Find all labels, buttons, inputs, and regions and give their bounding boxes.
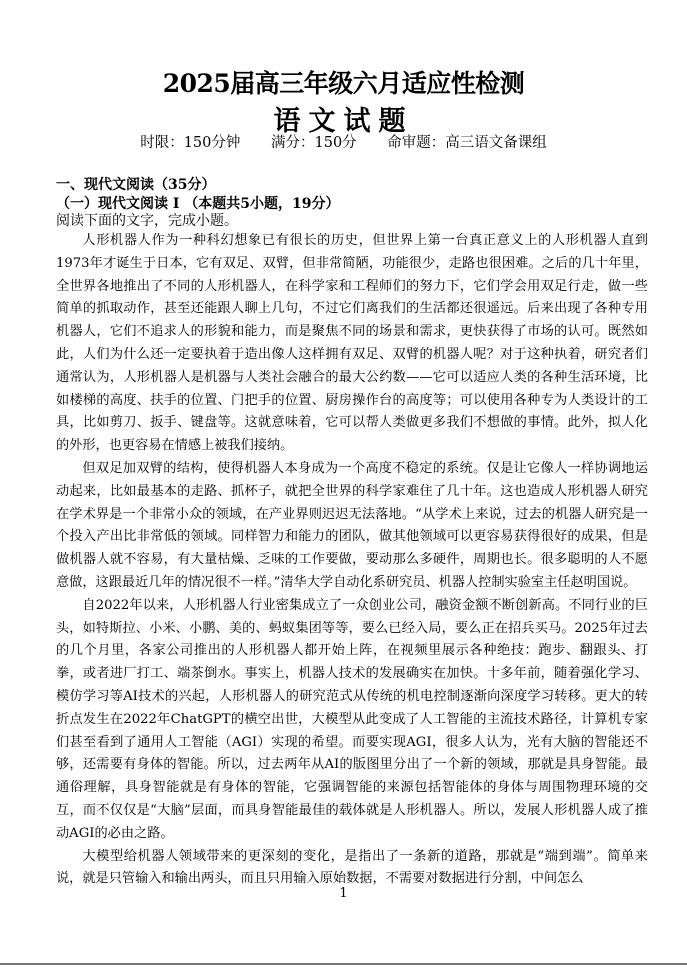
exam-meta (0, 131, 687, 152)
passage-paragraph: 人形机器人作为一种科幻想象已有很长的历史，但世界上第一台真正意义上的人形机器人直到1973年才诞生于日本，它有双足、双臂，但非常简陋，功能很少，走路也很困难。之后的几十年里，全世界各地推出了不同的人形机器人，在科学家和工程师们的努力下，它们学会用双足行走，做一些简单的抓取动作，甚至还能跟人聊上几句，不过它们离我们的生活都还很遥远。后来出现了各种专用机器人，它们不追求人的形貌和能力，而是聚焦不同的场景和需求，更快获得了市场的认可。既然如此，人们为什么还一定要执着于造出像人这样拥有双足、双臂的机器人呢？对于这种执着，研究者们通常认为，人形机器人是机器与人类社会融合的最大公约数——它可以适应人类的各种生活环境，比如楼梯的高度、扶手的位置、门把手的位置、厨房操作台的高度等；可以使用各种专为人类设计的工具，比如剪刀、扳手、键盘等。这就意味着，它可以帮人类做更多我们不想做的事情。此外，拟人化的外形，也更容易在情感上被我们接纳。 (56, 233, 648, 454)
full-score: 满分：150分 (271, 135, 357, 151)
time-limit: 时限：150分钟 (140, 135, 241, 151)
section-subheading: （一）现代文阅读 I （本题共5小题，19分） (56, 196, 340, 212)
exam-subtitle: 语文试题 (273, 106, 414, 137)
bottom-divider (0, 963, 687, 965)
section-heading: 一、现代文阅读（35分） (56, 177, 216, 193)
passage-paragraph: 但双足加双臂的结构，使得机器人本身成为一个高度不稳定的系统。仅是让它像人一样协调地运动起来，比如最基本的走路、抓杯子，就把全世界的科学家难住了几十年。这也造成人形机器人研究在学术界是一个非常小众的领域，在产业界则迟迟无法落地。“从学术上来说，过去的机器人研究是一个投入产出比非常低的领域。同样智力和能力的团队，做其他领域可以更容易获得很好的成果，但是做机器人就不容易，有大量枯燥、乏味的工作要做，要动那么多硬件，周期也长。很多聪明的人不愿意做，这跟最近几年的情况很不一样。”清华大学自动化系研究员、机器人控制实验室主任赵明国说。 (56, 460, 648, 590)
passage-paragraph: 大模型给机器人领域带来的更深刻的变化，是指出了一条新的道路，那就是“端到端”。简单来说，就是只管输入和输出两头，而且只用输入原始数据，不需要对数据进行分割，中间怎么 (56, 848, 648, 887)
passage-paragraph: 自2022年以来，人形机器人行业密集成立了一众创业公司，融资金额不断创新高。不同行业的巨头，如特斯拉、小米、小鹏、美的、蚂蚁集团等等，要么已经入局，要么正在招兵买马。2025年过去的几个月里，各家公司推出的人形机器人都开始上阵，在视频里展示各种绝技：跑步、翻跟头、打拳，或者进厂打工、端茶倒水。事实上，机器人技术的发展确实在加快。十多年前，随着强化学习、模仿学习等AI技术的兴起，人形机器人的研究范式从传统的机电控制逐渐向深度学习转移。更大的转折点发生在2022年ChatGPT的横空出世，大模型从此变成了人工智能的主流技术路径，计算机专家们甚至看到了通用人工智能（AGI）实现的希望。而要实现AGI，很多人认为，光有大脑的智能还不够，还需要有身体的智能。所以，过去两年从AI的版图里分出了一个新的领域，那就是具身智能。最通俗理解，具身智能就是有身体的智能，它强调智能的来源包括智能体的身体与周围物理环境的交互，而不仅仅是“大脑”层面，而具身智能最佳的载体就是人形机器人。所以，发展人形机器人成了推动AGI的必由之路。 (56, 597, 648, 841)
exam-title: 2025届高三年级六月适应性检测 (162, 69, 525, 98)
reading-instruction: 阅读下面的文字，完成小题。 (56, 213, 238, 229)
passage-body (56, 230, 648, 891)
question-setter: 命审题：高三语文备课组 (387, 135, 547, 151)
page-number: 1 (339, 886, 348, 901)
